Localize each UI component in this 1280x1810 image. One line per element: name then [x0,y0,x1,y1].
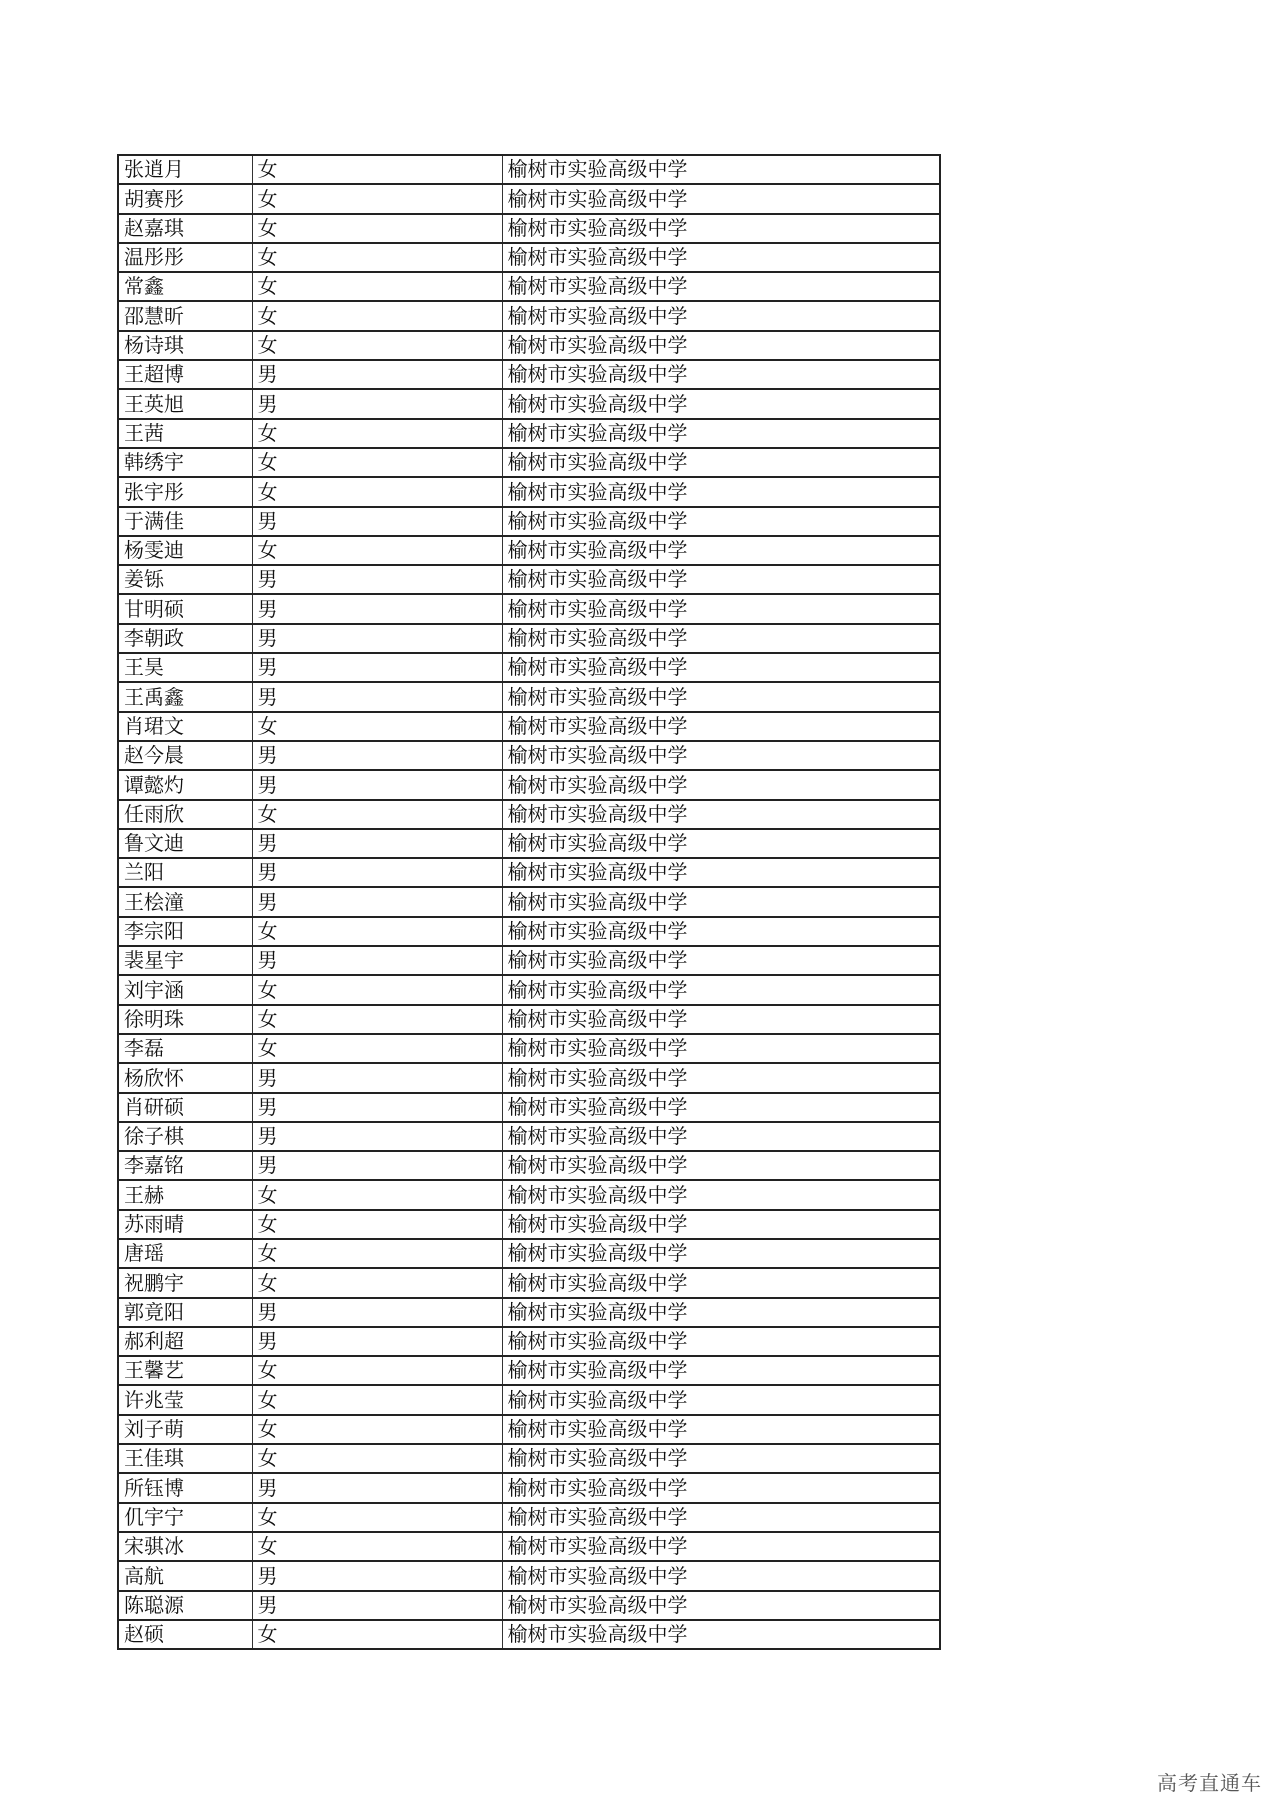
school-cell: 榆树市实验高级中学 [502,1063,940,1092]
table-row [118,565,940,594]
gender-cell: 男 [252,887,502,916]
student-name-cell: 赵今晨 [118,741,252,770]
school-cell: 榆树市实验高级中学 [502,448,940,477]
school-cell: 榆树市实验高级中学 [502,419,940,448]
school-cell: 榆树市实验高级中学 [502,653,940,682]
student-name-cell: 王馨艺 [118,1356,252,1385]
school-cell: 榆树市实验高级中学 [502,301,940,330]
table-row [118,1122,940,1151]
gender-cell: 男 [252,1093,502,1122]
gender-cell: 女 [252,243,502,272]
student-roster-table [117,154,941,1650]
gender-cell: 男 [252,389,502,418]
school-cell: 榆树市实验高级中学 [502,624,940,653]
gender-cell: 男 [252,624,502,653]
gender-cell: 男 [252,360,502,389]
table-row [118,389,940,418]
table-row [118,946,940,975]
table-row [118,1415,940,1444]
student-name-cell: 于满佳 [118,507,252,536]
student-name-cell: 刘子萌 [118,1415,252,1444]
gender-cell: 男 [252,1473,502,1502]
student-name-cell: 李朝政 [118,624,252,653]
school-cell: 榆树市实验高级中学 [502,243,940,272]
school-cell: 榆树市实验高级中学 [502,536,940,565]
table-row [118,477,940,506]
school-cell: 榆树市实验高级中学 [502,1385,940,1414]
student-name-cell: 杨诗琪 [118,331,252,360]
student-name-cell: 常鑫 [118,272,252,301]
table-row [118,712,940,741]
school-cell: 榆树市实验高级中学 [502,331,940,360]
gender-cell: 女 [252,1385,502,1414]
student-name-cell: 徐明珠 [118,1005,252,1034]
student-name-cell: 谭懿灼 [118,770,252,799]
gender-cell: 男 [252,1327,502,1356]
student-name-cell: 李宗阳 [118,917,252,946]
gender-cell: 女 [252,419,502,448]
school-cell: 榆树市实验高级中学 [502,389,940,418]
student-name-cell: 张逍月 [118,155,252,184]
table-row [118,858,940,887]
gender-cell: 女 [252,1415,502,1444]
student-name-cell: 仉宇宁 [118,1503,252,1532]
gender-cell: 男 [252,1561,502,1590]
gender-cell: 男 [252,1591,502,1620]
school-cell: 榆树市实验高级中学 [502,946,940,975]
table-row [118,1298,940,1327]
student-name-cell: 张宇彤 [118,477,252,506]
student-name-cell: 任雨欣 [118,800,252,829]
school-cell: 榆树市实验高级中学 [502,1444,940,1473]
student-name-cell: 郭竟阳 [118,1298,252,1327]
student-name-cell: 王桧潼 [118,887,252,916]
student-name-cell: 王超博 [118,360,252,389]
student-name-cell: 邵慧昕 [118,301,252,330]
school-cell: 榆树市实验高级中学 [502,770,940,799]
student-name-cell: 徐子棋 [118,1122,252,1151]
student-name-cell: 刘宇涵 [118,975,252,1004]
table-row [118,1620,940,1649]
gender-cell: 男 [252,1151,502,1180]
table-row [118,975,940,1004]
gender-cell: 男 [252,682,502,711]
gender-cell: 女 [252,1180,502,1209]
table-row [118,214,940,243]
table-row [118,272,940,301]
student-name-cell: 苏雨晴 [118,1210,252,1239]
gender-cell: 女 [252,1503,502,1532]
school-cell: 榆树市实验高级中学 [502,155,940,184]
student-name-cell: 陈聪源 [118,1591,252,1620]
student-name-cell: 裴星宇 [118,946,252,975]
gender-cell: 女 [252,1005,502,1034]
gender-cell: 女 [252,448,502,477]
gender-cell: 男 [252,858,502,887]
school-cell: 榆树市实验高级中学 [502,1591,940,1620]
school-cell: 榆树市实验高级中学 [502,1151,940,1180]
school-cell: 榆树市实验高级中学 [502,1093,940,1122]
gender-cell: 女 [252,1034,502,1063]
student-name-cell: 鲁文迪 [118,829,252,858]
student-name-cell: 温彤彤 [118,243,252,272]
table-row [118,682,940,711]
school-cell: 榆树市实验高级中学 [502,184,940,213]
table-row [118,1210,940,1239]
table-row [118,1473,940,1502]
gender-cell: 男 [252,829,502,858]
school-cell: 榆树市实验高级中学 [502,858,940,887]
gender-cell: 女 [252,800,502,829]
table-row [118,1532,940,1561]
student-name-cell: 许兆莹 [118,1385,252,1414]
school-cell: 榆树市实验高级中学 [502,1561,940,1590]
student-name-cell: 郝利超 [118,1327,252,1356]
gender-cell: 女 [252,155,502,184]
student-name-cell: 赵硕 [118,1620,252,1649]
school-cell: 榆树市实验高级中学 [502,1210,940,1239]
table-row [118,1591,940,1620]
student-name-cell: 宋骐冰 [118,1532,252,1561]
gender-cell: 女 [252,975,502,1004]
gender-cell: 女 [252,917,502,946]
school-cell: 榆树市实验高级中学 [502,360,940,389]
table-row [118,536,940,565]
table-row [118,1034,940,1063]
school-cell: 榆树市实验高级中学 [502,214,940,243]
table-row [118,594,940,623]
gender-cell: 女 [252,712,502,741]
student-name-cell: 王茜 [118,419,252,448]
school-cell: 榆树市实验高级中学 [502,477,940,506]
table-row [118,419,940,448]
table-row [118,1327,940,1356]
gender-cell: 女 [252,536,502,565]
school-cell: 榆树市实验高级中学 [502,272,940,301]
student-name-cell: 赵嘉琪 [118,214,252,243]
table-row [118,507,940,536]
table-row [118,301,940,330]
student-name-cell: 杨雯迪 [118,536,252,565]
gender-cell: 女 [252,1620,502,1649]
school-cell: 榆树市实验高级中学 [502,887,940,916]
gender-cell: 女 [252,1239,502,1268]
school-cell: 榆树市实验高级中学 [502,507,940,536]
student-name-cell: 王佳琪 [118,1444,252,1473]
student-name-cell: 肖珺文 [118,712,252,741]
gender-cell: 女 [252,1532,502,1561]
school-cell: 榆树市实验高级中学 [502,1620,940,1649]
student-name-cell: 王禹鑫 [118,682,252,711]
school-cell: 榆树市实验高级中学 [502,712,940,741]
table-row [118,1239,940,1268]
table-row [118,770,940,799]
school-cell: 榆树市实验高级中学 [502,1034,940,1063]
student-name-cell: 杨欣怀 [118,1063,252,1092]
gender-cell: 女 [252,1268,502,1297]
student-name-cell: 肖研硕 [118,1093,252,1122]
table-row [118,360,940,389]
gender-cell: 男 [252,1122,502,1151]
school-cell: 榆树市实验高级中学 [502,1298,940,1327]
student-name-cell: 所钰博 [118,1473,252,1502]
table-row [118,243,940,272]
student-name-cell: 胡赛彤 [118,184,252,213]
gender-cell: 女 [252,331,502,360]
table-row [118,1561,940,1590]
student-name-cell: 王赫 [118,1180,252,1209]
student-name-cell: 李磊 [118,1034,252,1063]
gender-cell: 男 [252,741,502,770]
table-row [118,917,940,946]
table-row [118,331,940,360]
table-row [118,1356,940,1385]
table-row [118,1444,940,1473]
gender-cell: 女 [252,272,502,301]
student-name-cell: 李嘉铭 [118,1151,252,1180]
student-name-cell: 兰阳 [118,858,252,887]
table-row [118,1063,940,1092]
school-cell: 榆树市实验高级中学 [502,594,940,623]
school-cell: 榆树市实验高级中学 [502,1239,940,1268]
table-row [118,1093,940,1122]
school-cell: 榆树市实验高级中学 [502,1473,940,1502]
school-cell: 榆树市实验高级中学 [502,741,940,770]
table-row [118,829,940,858]
student-name-cell: 姜铄 [118,565,252,594]
gender-cell: 男 [252,653,502,682]
watermark-text: 高考直通车 [1157,1771,1262,1795]
student-name-cell: 唐瑶 [118,1239,252,1268]
gender-cell: 男 [252,1063,502,1092]
gender-cell: 男 [252,946,502,975]
gender-cell: 女 [252,214,502,243]
student-name-cell: 韩绣宇 [118,448,252,477]
gender-cell: 女 [252,477,502,506]
gender-cell: 女 [252,184,502,213]
gender-cell: 男 [252,594,502,623]
table-row [118,624,940,653]
student-name-cell: 王昊 [118,653,252,682]
school-cell: 榆树市实验高级中学 [502,1327,940,1356]
gender-cell: 男 [252,770,502,799]
school-cell: 榆树市实验高级中学 [502,1356,940,1385]
table-row [118,1180,940,1209]
table-row [118,1268,940,1297]
table-row [118,741,940,770]
gender-cell: 男 [252,565,502,594]
school-cell: 榆树市实验高级中学 [502,1503,940,1532]
student-name-cell: 祝鹏宇 [118,1268,252,1297]
school-cell: 榆树市实验高级中学 [502,917,940,946]
school-cell: 榆树市实验高级中学 [502,1180,940,1209]
student-name-cell: 甘明硕 [118,594,252,623]
gender-cell: 女 [252,1210,502,1239]
table-row [118,1151,940,1180]
school-cell: 榆树市实验高级中学 [502,975,940,1004]
table-row [118,184,940,213]
table-row [118,1005,940,1034]
school-cell: 榆树市实验高级中学 [502,682,940,711]
table-row [118,448,940,477]
table-row [118,653,940,682]
school-cell: 榆树市实验高级中学 [502,1532,940,1561]
school-cell: 榆树市实验高级中学 [502,1005,940,1034]
gender-cell: 女 [252,1356,502,1385]
school-cell: 榆树市实验高级中学 [502,1268,940,1297]
gender-cell: 男 [252,1298,502,1327]
school-cell: 榆树市实验高级中学 [502,565,940,594]
table-row [118,887,940,916]
roster-body [118,155,940,1649]
gender-cell: 女 [252,301,502,330]
gender-cell: 女 [252,1444,502,1473]
school-cell: 榆树市实验高级中学 [502,1415,940,1444]
student-name-cell: 高航 [118,1561,252,1590]
student-name-cell: 王英旭 [118,389,252,418]
school-cell: 榆树市实验高级中学 [502,829,940,858]
school-cell: 榆树市实验高级中学 [502,1122,940,1151]
table-row [118,1503,940,1532]
table-row [118,800,940,829]
table-row [118,1385,940,1414]
table-row [118,155,940,184]
gender-cell: 男 [252,507,502,536]
school-cell: 榆树市实验高级中学 [502,800,940,829]
